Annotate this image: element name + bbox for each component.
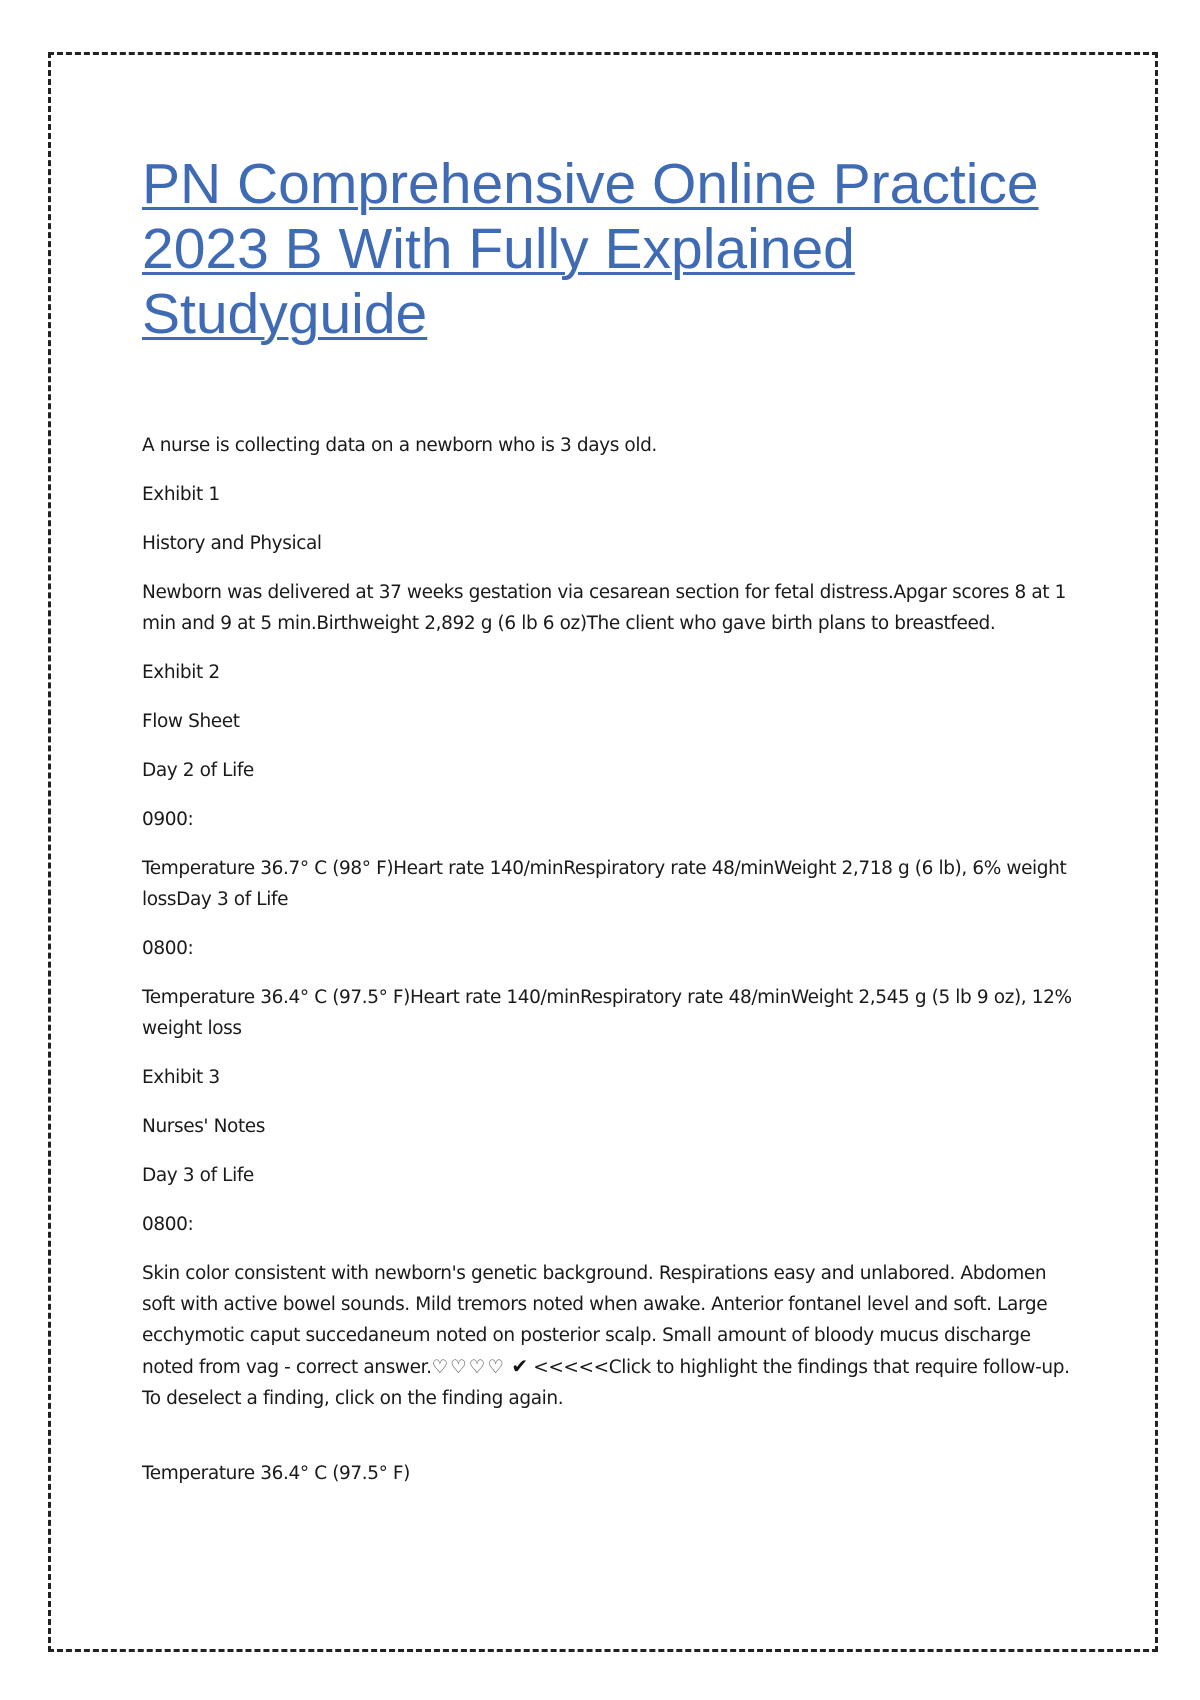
exhibit-2-heading: Exhibit 2 <box>142 662 220 683</box>
day-2-heading: Day 2 of Life <box>142 760 254 781</box>
day-2-vitals: Temperature 36.7° C (98° F)Heart rate 140/minRespiratory rate 48/minWeight 2,718 g (6 lb), 6% weight lossDay 3 of Life <box>142 858 1067 910</box>
document-body <box>142 430 1072 1507</box>
time-0800-flow: 0800: <box>142 938 194 959</box>
day-3-heading: Day 3 of Life <box>142 1165 254 1186</box>
checkmark-icon: ✔ <box>511 1354 528 1378</box>
time-0900: 0900: <box>142 809 194 830</box>
exhibit-3-heading: Exhibit 3 <box>142 1067 220 1088</box>
nurses-notes-paragraph <box>142 1258 1072 1414</box>
history-physical-heading: History and Physical <box>142 533 322 554</box>
notes-text-before: Skin color consistent with newborn's genetic background. Respirations easy and unlabored. Abdomen soft with active bowel sounds. Mild tremors noted when awake. Anterior fontanel level and soft. Large ecchymotic caput succedaneum noted on posterior scalp. Small amount of bloody mucus discharge noted from vag - correct answer. <box>142 1263 1048 1378</box>
exhibit-1-heading: Exhibit 1 <box>142 484 220 505</box>
flow-sheet-heading: Flow Sheet <box>142 711 240 732</box>
time-0800-notes: 0800: <box>142 1214 194 1235</box>
history-paragraph: Newborn was delivered at 37 weeks gestation via cesarean section for fetal distress.Apgar scores 8 at 1 min and 9 at 5 min.Birthweight 2,892 g (6 lb 6 oz)The client who gave birth plans to breastfeed. <box>142 582 1067 634</box>
intro-paragraph: A nurse is collecting data on a newborn who is 3 days old. <box>142 435 657 456</box>
nurses-notes-heading: Nurses' Notes <box>142 1116 266 1137</box>
title-line-3: Studyguide <box>142 282 428 346</box>
heart-icons: ♡♡♡♡ <box>431 1357 506 1378</box>
document-title-link[interactable] <box>142 152 1042 347</box>
day-3-vitals: Temperature 36.4° C (97.5° F)Heart rate 140/minRespiratory rate 48/minWeight 2,545 g (5 lb 9 oz), 12% weight loss <box>142 987 1072 1039</box>
notes-text-after: <<<<<Click to highlight the findings that require follow-up. To deselect a finding, click on the finding again. <box>142 1357 1070 1409</box>
title-line-2: 2023 B With Fully Explained <box>142 217 855 281</box>
title-line-1: PN Comprehensive Online Practice <box>142 152 1039 216</box>
final-temperature-paragraph: Temperature 36.4° C (97.5° F) <box>142 1463 410 1484</box>
